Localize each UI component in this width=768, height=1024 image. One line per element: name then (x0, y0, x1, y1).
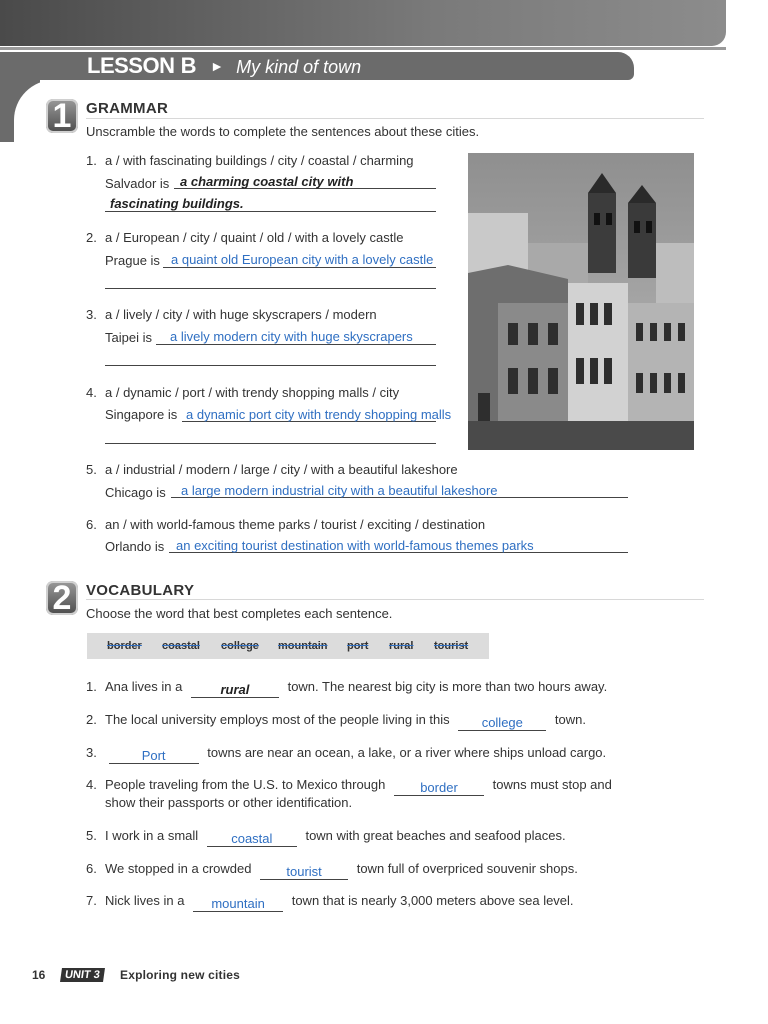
grammar-item-5-lead: Chicago is (105, 485, 166, 500)
vocab-item-6: 6. We stopped in a crowded tourist town full of overpriced souvenir shops. (86, 861, 578, 879)
word-bank-item: port (347, 640, 369, 652)
grammar-instruction: Unscramble the words to complete the sentences about these cities. (86, 124, 480, 139)
section-number-2: 2 (46, 581, 78, 615)
vocab-item-1: 1. Ana lives in a rural town. The nearest big city is more than two hours away. (86, 679, 608, 697)
grammar-item-3-prompt: 3. a / lively / city / with huge skyscrapers / modern (86, 307, 377, 322)
vocabulary-instruction: Choose the word that best completes each sentence. (86, 606, 393, 621)
answer-blank: border (394, 780, 484, 796)
answer-blank: Port (109, 748, 199, 764)
word-bank-item: college (221, 640, 259, 652)
grammar-item-5-prompt: 5. a / industrial / modern / large / city / with a beautiful lakeshore (86, 462, 458, 477)
grammar-item-1-answer-cont: fascinating buildings. (110, 196, 244, 211)
vocab-item-3: 3. Port towns are near an ocean, a lake, or a river where ships unload cargo. (86, 745, 607, 763)
vocab-item-5: 5. I work in a small coastal town with great beaches and seafood places. (86, 828, 566, 846)
word-bank-item: mountain (278, 640, 328, 652)
lesson-letter: B (180, 53, 196, 78)
grammar-item-4-prompt: 4. a / dynamic / port / with trendy shopping malls / city (86, 385, 400, 400)
word-bank-item: coastal (162, 640, 200, 652)
answer-blank: coastal (207, 831, 297, 847)
grammar-heading: GRAMMAR (86, 100, 169, 117)
answer-line (105, 349, 436, 366)
vocabulary-heading: VOCABULARY (86, 582, 195, 599)
vocab-item-2: 2. The local university employs most of the people living in this college town. (86, 712, 586, 730)
grammar-item-2-prompt: 2. a / European / city / quaint / old / with a lovely castle (86, 230, 404, 245)
answer-line (105, 272, 436, 289)
top-divider (0, 47, 726, 50)
grammar-item-3-answer: a lively modern city with huge skyscrapers (170, 329, 413, 344)
arrow-right-icon: ► (210, 58, 224, 74)
section-number-1: 1 (46, 99, 78, 133)
grammar-item-4-lead: Singapore is (105, 407, 178, 422)
vocab-item-4: 4. People traveling from the U.S. to Mexico through border towns must stop and (86, 777, 612, 795)
city-photo (468, 153, 694, 450)
lesson-title (87, 52, 361, 80)
word-bank-item: tourist (434, 640, 469, 652)
grammar-item-5-answer: a large modern industrial city with a beautiful lakeshore (181, 483, 498, 498)
grammar-item-6-prompt: 6. an / with world-famous theme parks / tourist / exciting / destination (86, 517, 486, 532)
answer-blank: college (458, 715, 546, 731)
answer-blank: mountain (193, 896, 283, 912)
grammar-rule (86, 118, 704, 119)
grammar-item-6-answer: an exciting tourist destination with world-famous themes parks (176, 538, 534, 553)
answer-line (105, 427, 436, 444)
lesson-subtitle: My kind of town (236, 57, 362, 77)
unit-badge: UNIT 3 (60, 968, 105, 982)
page-number: 16 (32, 968, 46, 982)
grammar-item-3-lead: Taipei is (105, 330, 152, 345)
answer-blank: tourist (260, 864, 348, 880)
grammar-item-6-lead: Orlando is (105, 539, 165, 554)
lesson-label: LESSON (87, 53, 175, 78)
grammar-item-1-lead: Salvador is (105, 176, 170, 191)
answer-blank: rural (191, 682, 279, 698)
colonial-buildings-image (468, 153, 694, 450)
grammar-item-1-prompt: 1. a / with fascinating buildings / city / coastal / charming (86, 153, 414, 168)
vocab-item-4-cont: show their passports or other identification. (105, 795, 353, 810)
vocabulary-rule (86, 599, 704, 600)
unit-title: Exploring new cities (120, 968, 241, 982)
grammar-item-1-answer: a charming coastal city with (180, 174, 354, 189)
top-banner (0, 0, 726, 46)
grammar-item-4-answer: a dynamic port city with trendy shopping malls (186, 407, 452, 422)
vocab-item-7: 7. Nick lives in a mountain town that is nearly 3,000 meters above sea level. (86, 893, 574, 911)
word-bank-item: border (107, 640, 142, 652)
grammar-item-2-answer: a quaint old European city with a lovely castle (171, 252, 434, 267)
word-bank-item: rural (389, 640, 414, 652)
grammar-item-2-lead: Prague is (105, 253, 160, 268)
